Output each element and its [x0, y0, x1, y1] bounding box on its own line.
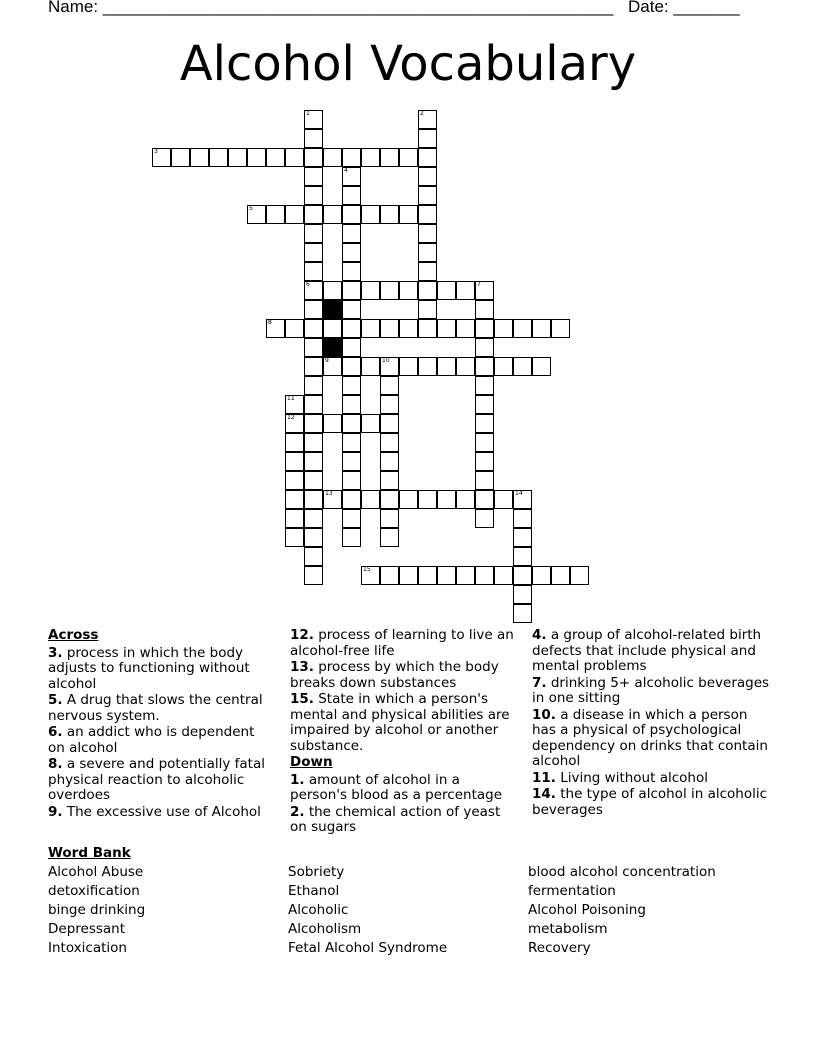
word-bank-item: metabolism	[528, 921, 608, 937]
clue-across-13: 13. process by which the body breaks down substances	[290, 659, 499, 691]
word-bank-item: Recovery	[528, 940, 591, 956]
cell-number: 12	[287, 414, 295, 421]
grid-cell[interactable]	[361, 319, 380, 338]
grid-cell[interactable]	[475, 338, 494, 357]
grid-cell[interactable]	[418, 300, 437, 319]
clue-across-15: 15. State in which a person's mental and physical abilities are impaired by alcohol or another substance.	[290, 691, 510, 754]
grid-cell[interactable]	[304, 357, 323, 376]
grid-cell[interactable]	[285, 395, 304, 414]
grid-cell[interactable]	[437, 357, 456, 376]
word-bank-item: fermentation	[528, 883, 616, 899]
grid-cell[interactable]	[513, 585, 532, 604]
grid-cell[interactable]	[304, 471, 323, 490]
grid-cell[interactable]	[494, 357, 513, 376]
grid-cell[interactable]	[418, 186, 437, 205]
word-bank-item: binge drinking	[48, 902, 146, 918]
grid-cell[interactable]	[418, 281, 437, 300]
clues-column-2	[290, 628, 518, 837]
grid-cell[interactable]	[513, 509, 532, 528]
grid-cell[interactable]	[171, 148, 190, 167]
grid-cell[interactable]	[437, 319, 456, 338]
grid-cell[interactable]	[475, 281, 494, 300]
grid-cell[interactable]	[342, 148, 361, 167]
cell-number: 9	[325, 357, 329, 364]
grid-cell[interactable]	[152, 148, 171, 167]
cell-number: 2	[420, 110, 424, 117]
down-heading: Down	[290, 754, 333, 770]
grid-cell[interactable]	[475, 376, 494, 395]
grid-cell[interactable]	[456, 281, 475, 300]
grid-cell[interactable]	[266, 205, 285, 224]
word-bank-title: Word Bank	[48, 845, 131, 861]
grid-cell[interactable]	[304, 566, 323, 585]
grid-cell[interactable]	[570, 566, 589, 585]
grid-cell[interactable]	[418, 566, 437, 585]
grid-cell[interactable]	[304, 167, 323, 186]
grid-cell[interactable]	[380, 566, 399, 585]
grid-cell[interactable]	[513, 566, 532, 585]
grid-cell[interactable]	[304, 262, 323, 281]
grid-cell[interactable]	[342, 433, 361, 452]
clue-down-2: 2. the chemical action of yeast on sugars	[290, 803, 501, 835]
grid-cell[interactable]	[494, 490, 513, 509]
grid-cell[interactable]	[380, 148, 399, 167]
grid-cell[interactable]	[380, 376, 399, 395]
grid-cell[interactable]	[342, 452, 361, 471]
grid-cell[interactable]	[342, 490, 361, 509]
grid-cell[interactable]	[304, 224, 323, 243]
grid-cell[interactable]	[399, 319, 418, 338]
grid-cell[interactable]	[380, 509, 399, 528]
cell-number: 5	[249, 205, 253, 212]
grid-cell[interactable]	[342, 205, 361, 224]
grid-cell[interactable]	[475, 471, 494, 490]
grid-cell[interactable]	[304, 110, 323, 129]
grid-cell[interactable]	[456, 490, 475, 509]
grid-cell[interactable]	[380, 471, 399, 490]
word-bank-item: Fetal Alcohol Syndrome	[288, 940, 448, 956]
grid-cell[interactable]	[418, 167, 437, 186]
clue-across-5: 5. A drug that slows the central nervous system.	[48, 692, 263, 724]
grid-cell[interactable]	[532, 566, 551, 585]
grid-cell[interactable]	[285, 471, 304, 490]
grid-cell[interactable]	[323, 319, 342, 338]
grid-cell[interactable]	[304, 490, 323, 509]
grid-cell[interactable]	[380, 490, 399, 509]
grid-cell[interactable]	[304, 148, 323, 167]
word-bank-item: blood alcohol concentration	[528, 864, 716, 880]
grid-cell[interactable]	[304, 547, 323, 566]
grid-cell[interactable]	[361, 566, 380, 585]
grid-cell[interactable]	[285, 509, 304, 528]
word-bank-item: Ethanol	[288, 883, 340, 899]
grid-cell[interactable]	[475, 433, 494, 452]
grid-cell[interactable]	[361, 148, 380, 167]
grid-cell[interactable]	[304, 509, 323, 528]
grid-cell[interactable]	[361, 357, 380, 376]
grid-cell[interactable]	[418, 357, 437, 376]
grid-cell[interactable]	[323, 357, 342, 376]
grid-cell[interactable]	[209, 148, 228, 167]
cell-number: 7	[477, 281, 481, 288]
grid-cell[interactable]	[380, 395, 399, 414]
grid-cell[interactable]	[342, 319, 361, 338]
clue-down-14: 14. the type of alcohol in alcoholic beverages	[532, 786, 768, 818]
grid-cell[interactable]	[418, 243, 437, 262]
word-bank-item: Alcohol Abuse	[48, 864, 144, 880]
word-bank-item: Alcoholism	[288, 921, 362, 937]
grid-cell[interactable]	[342, 300, 361, 319]
clue-down-11: 11. Living without alcohol	[532, 769, 708, 786]
grid-cell[interactable]	[380, 319, 399, 338]
grid-cell[interactable]	[285, 148, 304, 167]
grid-cell[interactable]	[418, 110, 437, 129]
grid-cell[interactable]	[323, 414, 342, 433]
grid-cell[interactable]	[304, 186, 323, 205]
grid-cell[interactable]	[342, 528, 361, 547]
grid-cell[interactable]	[342, 281, 361, 300]
word-bank-item: Sobriety	[288, 864, 345, 880]
grid-cell[interactable]	[285, 528, 304, 547]
grid-cell[interactable]	[475, 319, 494, 338]
grid-cell[interactable]	[513, 528, 532, 547]
grid-cell[interactable]	[513, 319, 532, 338]
cell-number: 3	[154, 148, 158, 155]
clue-across-9: 9. The excessive use of Alcohol	[48, 803, 261, 820]
grid-cell[interactable]	[342, 167, 361, 186]
grid-cell[interactable]	[475, 414, 494, 433]
grid-cell[interactable]	[285, 452, 304, 471]
grid-cell[interactable]	[304, 129, 323, 148]
grid-cell[interactable]	[342, 509, 361, 528]
grid-cell[interactable]	[513, 547, 532, 566]
grid-cell[interactable]	[323, 148, 342, 167]
grid-cell[interactable]	[418, 205, 437, 224]
clue-down-10: 10. a disease in which a person has a physical of psychological dependency on drinks that contain alcohol	[532, 706, 768, 769]
grid-cell[interactable]	[285, 319, 304, 338]
grid-cell[interactable]	[399, 566, 418, 585]
grid-cell[interactable]	[475, 300, 494, 319]
grid-cell[interactable]	[475, 566, 494, 585]
grid-cell[interactable]	[228, 148, 247, 167]
grid-cell[interactable]	[361, 490, 380, 509]
grid-cell[interactable]	[380, 357, 399, 376]
clue-across-8: 8. a severe and potentially fatal physical reaction to alcoholic overdoes	[48, 756, 265, 803]
grid-cell[interactable]	[342, 395, 361, 414]
grid-cell[interactable]	[304, 414, 323, 433]
grid-cell[interactable]	[266, 319, 285, 338]
grid-cell[interactable]	[456, 319, 475, 338]
grid-cell[interactable]	[418, 224, 437, 243]
word-bank-item: Depressant	[48, 921, 126, 937]
grid-cell[interactable]	[323, 490, 342, 509]
grid-cell[interactable]	[342, 357, 361, 376]
grid-cell[interactable]	[285, 490, 304, 509]
grid-cell[interactable]	[361, 414, 380, 433]
name-field[interactable]: Name: ______________________________________________________	[48, 0, 614, 16]
grid-cell[interactable]	[437, 281, 456, 300]
cell-number: 10	[382, 357, 390, 364]
grid-cell[interactable]	[304, 243, 323, 262]
grid-cell[interactable]	[342, 414, 361, 433]
page-title: Alcohol Vocabulary	[179, 36, 637, 92]
grid-cell[interactable]	[304, 395, 323, 414]
grid-cell[interactable]	[323, 205, 342, 224]
grid-cell[interactable]	[532, 357, 551, 376]
word-bank-item: Alcoholic	[288, 902, 349, 918]
word-bank-item: Alcohol Poisoning	[528, 902, 646, 918]
grid-cell[interactable]	[304, 376, 323, 395]
grid-cell[interactable]	[513, 357, 532, 376]
grid-cell[interactable]	[475, 490, 494, 509]
grid-cell[interactable]	[551, 319, 570, 338]
cell-number: 1	[306, 110, 310, 117]
grid-cell[interactable]	[304, 281, 323, 300]
clue-across-6: 6. an addict who is dependent on alcohol	[48, 724, 255, 756]
grid-cell[interactable]	[475, 395, 494, 414]
grid-cell[interactable]	[532, 319, 551, 338]
word-bank-item: detoxification	[48, 883, 140, 899]
cell-number: 4	[344, 167, 348, 174]
across-heading: Across	[48, 627, 99, 643]
grid-cell[interactable]	[418, 129, 437, 148]
clues-column-1	[48, 628, 274, 821]
grid-cell[interactable]	[323, 281, 342, 300]
grid-cell[interactable]	[399, 281, 418, 300]
grid-cell[interactable]	[418, 319, 437, 338]
grid-cell[interactable]	[285, 205, 304, 224]
grid-cell[interactable]	[304, 528, 323, 547]
clue-across-12: 12. process of learning to live an alcohol-free life	[290, 627, 514, 659]
grid-cell[interactable]	[285, 433, 304, 452]
grid-cell[interactable]	[494, 319, 513, 338]
grid-cell[interactable]	[247, 148, 266, 167]
grid-cell[interactable]	[513, 604, 532, 623]
date-field[interactable]: Date: _______	[628, 0, 740, 16]
grid-cell[interactable]	[342, 338, 361, 357]
grid-cell[interactable]	[380, 528, 399, 547]
grid-cell[interactable]	[494, 566, 513, 585]
grid-cell[interactable]	[380, 414, 399, 433]
grid-cell[interactable]	[342, 243, 361, 262]
grid-cell[interactable]	[304, 205, 323, 224]
grid-cell[interactable]	[437, 566, 456, 585]
grid-cell[interactable]	[342, 376, 361, 395]
grid-cell[interactable]	[475, 357, 494, 376]
grid-cell[interactable]	[342, 224, 361, 243]
grid-cell[interactable]	[513, 490, 532, 509]
word-bank-item: Intoxication	[48, 940, 127, 956]
grid-cell[interactable]	[361, 281, 380, 300]
cell-number: 15	[363, 566, 371, 573]
grid-block	[323, 338, 342, 357]
grid-block	[323, 300, 342, 319]
cell-number: 8	[268, 319, 272, 326]
grid-cell[interactable]	[418, 490, 437, 509]
grid-cell[interactable]	[399, 490, 418, 509]
grid-cell[interactable]	[304, 300, 323, 319]
clues-column-3	[532, 628, 772, 819]
grid-cell[interactable]	[399, 357, 418, 376]
grid-cell[interactable]	[380, 433, 399, 452]
grid-cell[interactable]	[342, 262, 361, 281]
clue-across-3: 3. process in which the body adjusts to functioning without alcohol	[48, 644, 250, 692]
grid-cell[interactable]	[437, 490, 456, 509]
clue-down-4: 4. a group of alcohol-related birth defects that include physical and mental problems	[532, 627, 762, 674]
grid-cell[interactable]	[456, 566, 475, 585]
cell-number: 14	[515, 490, 523, 497]
grid-cell[interactable]	[380, 205, 399, 224]
clue-down-7: 7. drinking 5+ alcoholic beverages in one sitting	[532, 674, 770, 706]
cell-number: 6	[306, 281, 310, 288]
grid-cell[interactable]	[304, 433, 323, 452]
cell-number: 11	[287, 395, 295, 402]
grid-cell[interactable]	[304, 319, 323, 338]
grid-cell[interactable]	[475, 509, 494, 528]
grid-cell[interactable]	[399, 148, 418, 167]
grid-cell[interactable]	[190, 148, 209, 167]
grid-cell[interactable]	[456, 357, 475, 376]
grid-cell[interactable]	[380, 281, 399, 300]
clue-down-1: 1. amount of alcohol in a person's blood as a percentage	[290, 771, 503, 803]
grid-cell[interactable]	[551, 566, 570, 585]
grid-cell[interactable]	[399, 205, 418, 224]
grid-cell[interactable]	[266, 148, 285, 167]
grid-cell[interactable]	[418, 262, 437, 281]
grid-cell[interactable]	[304, 452, 323, 471]
grid-cell[interactable]	[475, 452, 494, 471]
grid-cell[interactable]	[247, 205, 266, 224]
grid-cell[interactable]	[342, 471, 361, 490]
grid-cell[interactable]	[361, 205, 380, 224]
grid-cell[interactable]	[418, 148, 437, 167]
grid-cell[interactable]	[304, 338, 323, 357]
grid-cell[interactable]	[380, 452, 399, 471]
grid-cell[interactable]	[285, 414, 304, 433]
grid-cell[interactable]	[342, 186, 361, 205]
cell-number: 13	[325, 490, 333, 497]
